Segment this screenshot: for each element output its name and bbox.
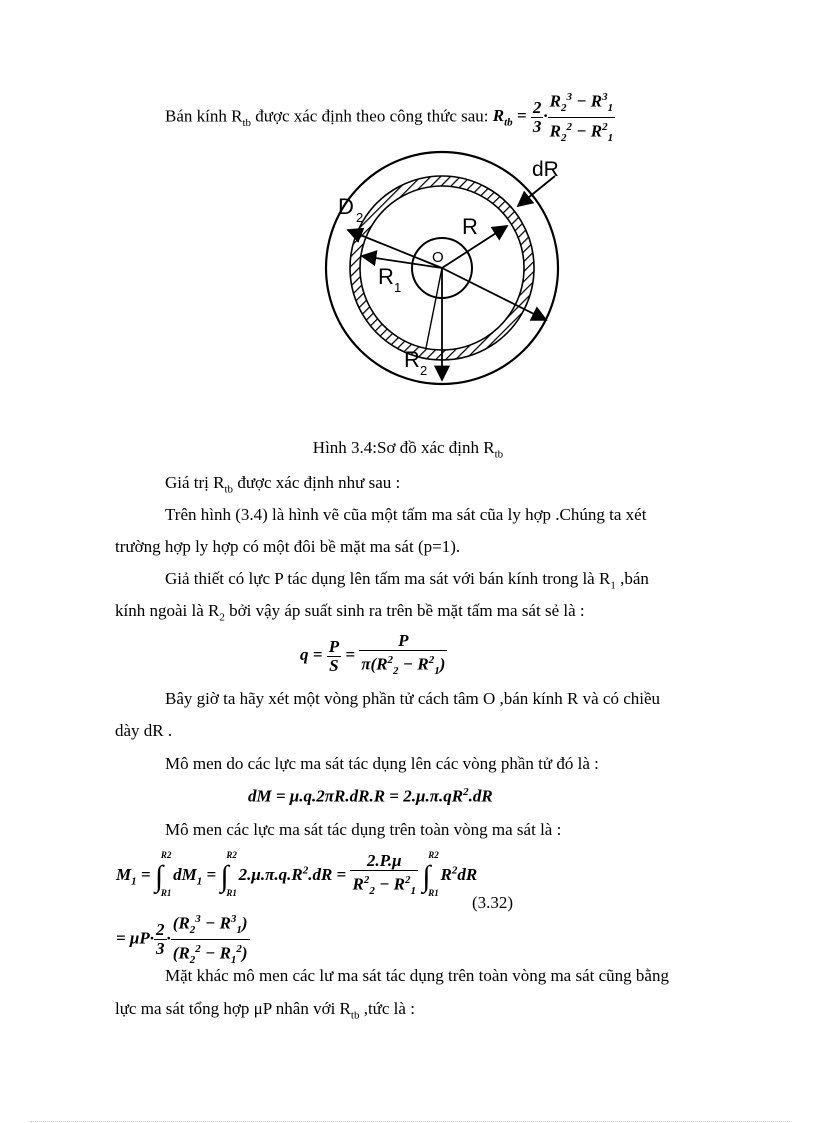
- paragraph-2-line-2: trường hợp ly hợp có một đôi bề mặt ma sát (p=1).: [115, 537, 461, 556]
- m1-formula-line-1: $M_1$ = ∫ R2 R1 $dM_1$ = ∫ R2 R1 $2.\mu.\pi.q.R^2.dR$ = $\frac{2.P.\mu}{R^2_2 - R^2_1}$ ∫ R2 R1 $R^2dR$: [116, 850, 478, 899]
- label-r2: R: [404, 347, 420, 372]
- label-d2: D: [338, 194, 354, 219]
- label-d2-sub: 2: [356, 210, 364, 225]
- paragraph-3-line-2: kính ngoài là $R_2$ bởi vậy áp suất sinh ra trên bề mặt tấm ma sát sẻ là :: [115, 601, 585, 624]
- integral-sign: ∫ R2 R1: [154, 850, 172, 899]
- label-o: O: [432, 249, 444, 266]
- label-r1: R: [378, 264, 394, 289]
- paragraph-1: Giá trị $R_{tb}$ được xác định như sau :: [165, 473, 401, 496]
- integral-sign: ∫ R2 R1: [220, 850, 237, 899]
- label-r1-sub: 1: [394, 280, 402, 295]
- paragraph-2-line-1: Trên hình (3.4) là hình vẽ cũa một tấm ma sát cũa ly hợp .Chúng ta xét: [165, 505, 647, 524]
- paragraph-3-line-1: Giả thiết có lực P tác dụng lên tấm ma sát với bán kính trong là $R_1$ ,bán: [165, 569, 649, 592]
- m1-formula-line-2: = μP· $\frac{2}{3}$ · $\frac{(R_2^3 - R^3_1)}{(R_2^2 - R_1^2)}$: [116, 910, 250, 969]
- paragraph-6: Mô men các lực ma sát tác dụng trên toàn vòng ma sát là :: [165, 820, 562, 839]
- label-r2-sub: 2: [420, 363, 428, 378]
- paragraph-4-line-2: dày dR .: [115, 721, 173, 740]
- figure-caption: Hình 3.4:Sơ đồ xác định $R_{tb}$: [312, 438, 504, 461]
- label-dr: dR: [532, 158, 559, 181]
- pressure-formula: q = $\frac{P}{S}$ = $\frac{P}{\pi(R^2_2 - R^2_1)}$: [300, 631, 446, 678]
- intro-line: Bán kính $R_{tb}$ được xác định theo công thức sau: $R_{tb}$ = $\frac{2}{3}$ · $\frac{R_2^3 - R^3_1}{R_2^2 - R^2_1}$: [165, 88, 615, 147]
- paragraph-7-line-2: lực ma sát tổng hợp μP nhân với $R_{tb}$ ,tức là :: [115, 999, 415, 1022]
- label-r: R: [462, 214, 478, 239]
- dm-formula: dM = $\mu.q.2\pi R.dR.R = 2.\mu.\pi.qR^2.dR$: [248, 786, 493, 806]
- friction-disc-diagram: [300, 148, 590, 398]
- paragraph-5: Mô men do các lực ma sát tác dụng lên các vòng phần tử đó là :: [165, 754, 599, 773]
- paragraph-4-line-1: Bây giờ ta hãy xét một vòng phần tử cách tâm O ,bán kính R và có chiều: [165, 689, 661, 708]
- page-bottom-rule: [30, 1121, 790, 1122]
- paragraph-7-line-1: Mặt khác mô men các lư ma sát tác dụng trên toàn vòng ma sát cũng bằng: [165, 966, 669, 985]
- equation-number: (3.32): [472, 893, 514, 912]
- rtb-formula: $R_{tb}$ = $\frac{2}{3}$ · $\frac{R_2^3 - R^3_1}{R_2^2 - R^2_1}$: [493, 106, 615, 125]
- integral-sign: ∫ R2 R1: [422, 850, 439, 899]
